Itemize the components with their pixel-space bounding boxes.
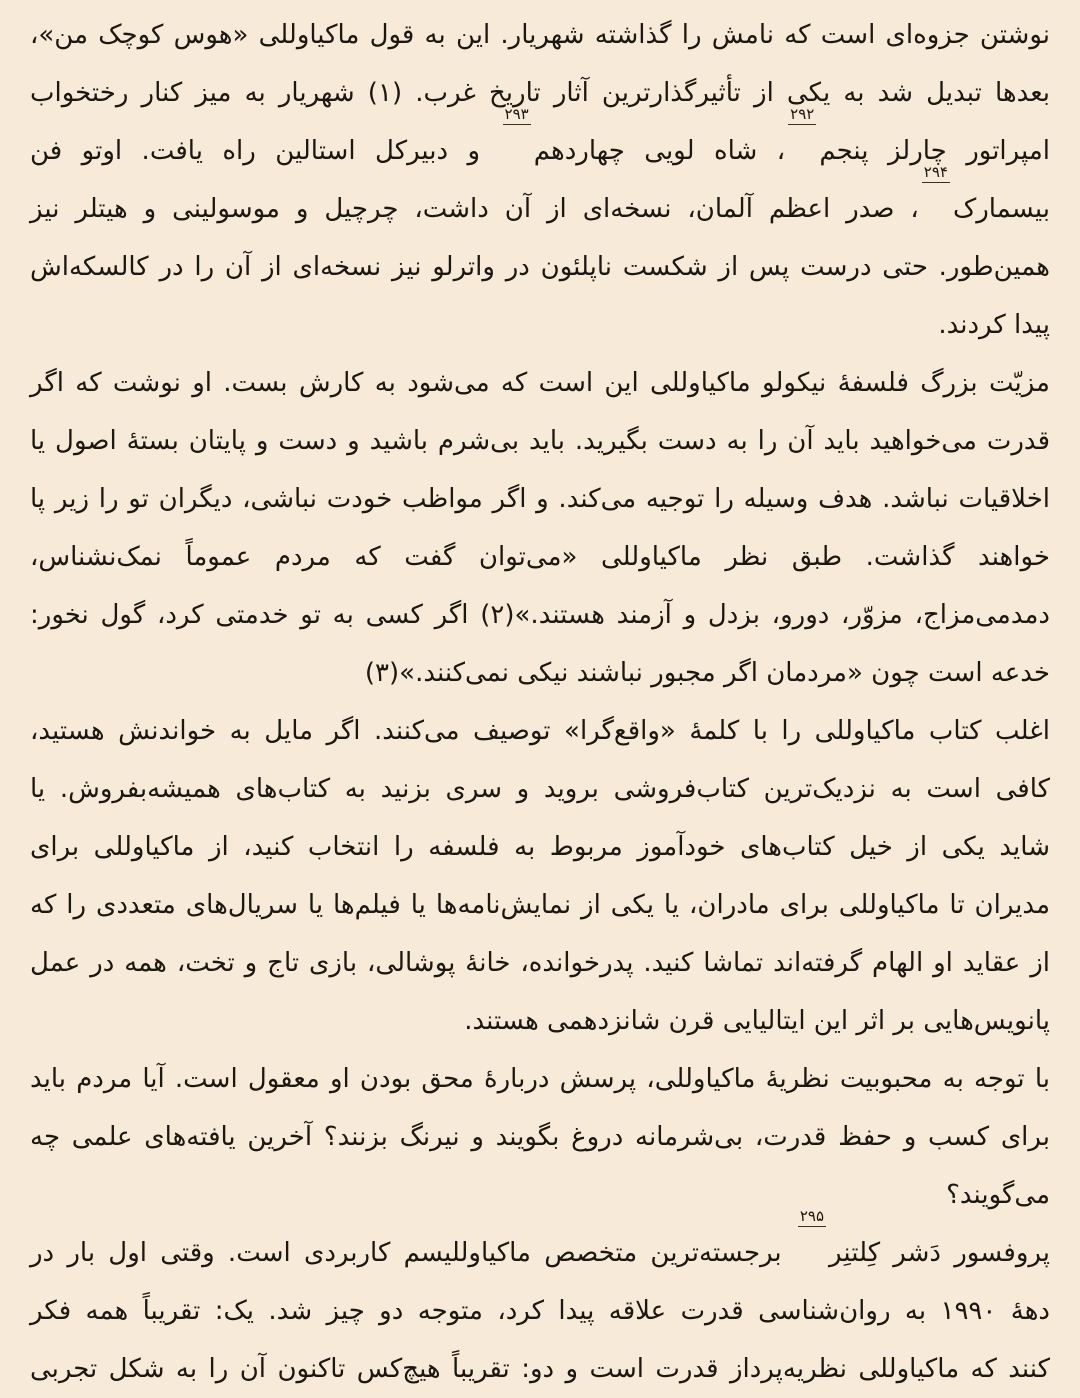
text-fragment: ، شاه لویی چهاردهم: [533, 136, 786, 166]
footnote-marker: ۲۹۴: [923, 163, 948, 181]
footnote-marker: ۲۹۲: [790, 105, 815, 123]
text-line: بعدها تبدیل شد به یکی از تأثیرگذارترین آثار تاریخ غرب. (۱) شهریار به میز کنار رختخواب: [30, 78, 1051, 108]
text-line: نوشتن جزوه‌ای است که نامش را گذاشته شهریار. این به قول ماکیاوللی «هوس کوچک من»،: [30, 20, 1050, 50]
paragraph-end-line: پیدا کردند.: [938, 310, 1050, 340]
footnote-marker: ۲۹۳: [504, 105, 529, 123]
text-line: مزیّت بزرگ فلسفهٔ نیکولو ماکیاوللی این است که می‌شود به کارش بست. او نوشت که اگر: [30, 368, 1050, 398]
text-fragment: و دبیرکل استالین راه یافت. اوتو فن: [30, 136, 500, 166]
cropped-bottom-text-line: کنند که ماکیاوللی نظریه‌پرداز قدرت است و دو: تقریباً هیچ‌کس تاکنون آن را به شکل تجربی: [30, 1354, 1050, 1384]
text-fragment: ، صدر اعظم آلمان، نسخه‌ای از آن داشت، چرچیل و موسولینی و هیتلر نیز: [30, 194, 919, 224]
text-fragment: امپراتور چارلز پنجم: [819, 136, 1050, 166]
text-line: قدرت می‌خواهید باید آن را به دست بگیرید. باید بی‌شرم باشید و دست و پایتان بستهٔ اصول یا: [30, 426, 1050, 456]
text-line: دمدمی‌مزاج، مزوّر، دورو، بزدل و آزمند هستند.»(۲) اگر کسی به تو خدمتی کرد، گول نخور:: [30, 600, 1050, 630]
text-line-with-footnote: [30, 1207, 1050, 1282]
paragraph-end-line: می‌گویند؟: [946, 1180, 1050, 1210]
persian-book-text: [30, 6, 1051, 1384]
paragraph-end-line: خدعه است چون «مردمان اگر مجبور نباشند نیکی نمی‌کنند.»(۳): [364, 658, 1050, 688]
text-line: برای کسب و حفظ قدرت، بی‌شرمانه دروغ بگویند و نیرنگ بزنند؟ آخرین یافته‌های علمی چه: [30, 1122, 1050, 1152]
text-line: مدیران تا ماکیاوللی برای مادران، یا یکی از نمایش‌نامه‌ها یا فیلم‌ها یا سریال‌های متعددی را که: [30, 890, 1050, 920]
text-line: از عقاید او الهام گرفته‌اند تماشا کنید. پدرخوانده، خانهٔ پوشالی، بازی تاج و تخت، همه در عمل: [30, 948, 1050, 978]
text-line: شاید یکی از خیل کتاب‌های خودآموز مربوط به فلسفه را انتخاب کنید، از ماکیاوللی برای: [30, 832, 1050, 862]
text-line: با توجه به محبوبیت نظریهٔ ماکیاوللی، پرسش دربارهٔ محق بودن او معقول است. آیا مردم باید: [30, 1064, 1050, 1094]
text-line: اخلاقیات نباشد. هدف وسیله را توجیه می‌کند. و اگر مواظب خودت نباشی، دیگران تو را زیر پا: [30, 484, 1050, 514]
text-line-with-footnote: [30, 163, 1050, 238]
text-line: کافی است به نزدیک‌ترین کتاب‌فروشی بروید و سری بزنید به کتاب‌های همیشه‌بفروش. یا: [30, 774, 1050, 804]
text-fragment: برجسته‌ترین متخصص ماکیاوللیسم کاربردی است. وقتی اول بار در: [30, 1238, 795, 1268]
text-fragment: بیسمارک: [952, 194, 1050, 224]
footnote-marker: ۲۹۵: [799, 1207, 825, 1225]
text-fragment: پروفسور دَشر کِلتنِر: [829, 1238, 1050, 1268]
text-line-with-footnotes: [30, 105, 1050, 180]
text-line: همین‌طور. حتی درست پس از شکست ناپلئون در واترلو نیز نسخه‌ای از آن را در کالسکه‌اش: [30, 252, 1050, 282]
text-line: خواهند گذاشت. طبق نظر ماکیاوللی «می‌توان گفت که مردم عموماً نمک‌نشناس،: [30, 542, 1050, 572]
text-line: اغلب کتاب ماکیاوللی را با کلمهٔ «واقع‌گرا» توصیف می‌کنند. اگر مایل به خواندنش هستید،: [30, 716, 1050, 746]
text-line: دههٔ ۱۹۹۰ به روان‌شناسی قدرت علاقه پیدا کرد، متوجه دو چیز شد. یک: تقریباً همه فکر: [30, 1296, 1050, 1326]
paragraph-end-line: پانویس‌هایی بر اثر این ایتالیایی قرن شانزدهمی هستند.: [464, 1006, 1050, 1036]
